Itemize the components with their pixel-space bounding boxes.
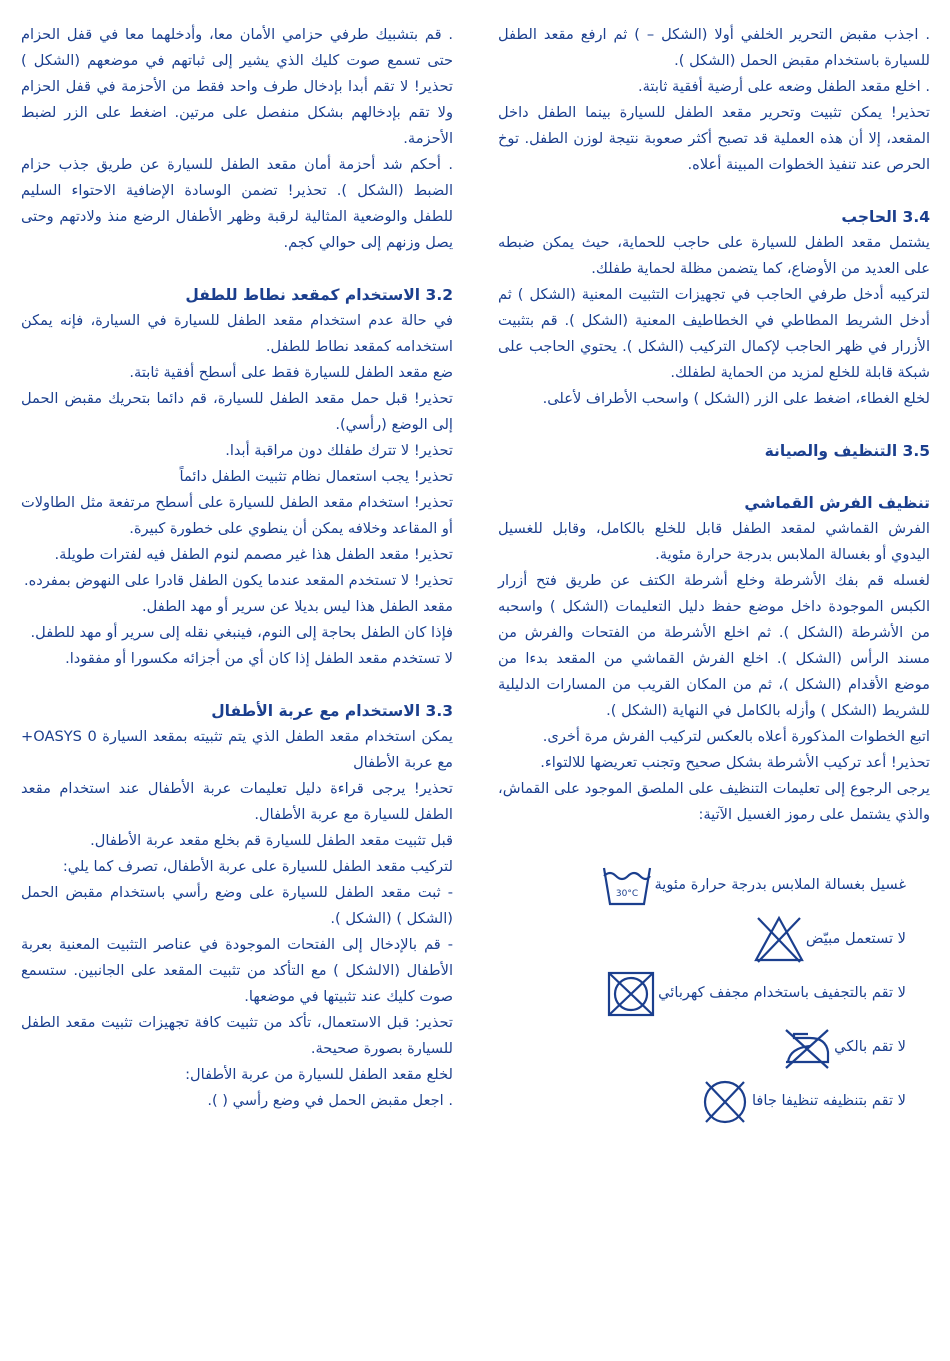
paragraph: . قم بتشبيك طرفي حزامي الأمان معا، وأدخلهما معا في قفل الحزام حتى تسمع صوت كليك الذي يشير إلى ثباتهم في موضعهم (الشكل ) تحذير! لا تقم أبدا بإدخال طرف واحد فقط من الأحزمة في قفل الحزام ولا تقم بإدخالهم بشكل منفصل على مرتين. اضغط على الزر لضبط الأحزمة. — [21, 26, 453, 147]
spacer — [21, 672, 453, 698]
paragraph: - ثبت مقعد الطفل للسيارة على وضع رأسي باستخدام مقبض الحمل (الشكل ) (الشكل ). — [21, 884, 453, 927]
paragraph: ضع مقعد الطفل للسيارة فقط على أسطح أفقية ثابتة. — [129, 364, 453, 381]
paragraph: . اجذب مقبض التحرير الخلفي أولا (الشكل – ) ثم ارفع مقعد الطفل للسيارة باستخدام مقبض الحمل (الشكل ). — [498, 26, 930, 69]
paragraph: تحذير! مقعد الطفل هذا غير مصمم لنوم الطفل فيه لفترات طويلة. — [54, 546, 453, 563]
paragraph: . اجعل مقبض الحمل في وضع رأسي ( ). — [207, 1092, 453, 1109]
no-iron-icon — [780, 1022, 834, 1072]
wash-30-icon — [600, 860, 654, 910]
no-bleach-icon — [752, 914, 806, 964]
care-symbol-label: لا تقم بالكي — [834, 1038, 906, 1055]
section-heading: 3.3 الاستخدام مع عربة الأطفال — [211, 702, 453, 720]
care-symbol-row — [498, 1020, 930, 1074]
paragraph: لخلع مقعد الطفل للسيارة من عربة الأطفال: — [185, 1066, 453, 1083]
no-tumble-dry-icon — [604, 968, 658, 1018]
care-symbol-label: لا تقم بالتجفيف باستخدام مجفف كهربائي — [658, 984, 906, 1001]
paragraph: لغسله قم بفك الأشرطة وخلع أشرطة الكتف عن طريق فتح أزرار الكبس الموجودة داخل موضع حفظ دليل التعليمات (الشكل ) واسحبه من الأشرطة (الشكل ). ثم اخلع الأشرطة من الفتحات والفرش من مسند الرأس (الشكل ). اخلع الفرش القماشي من المقعد بدءا من موضع الأقدام (الشكل )، ثم من المكان القريب من المسارات الدليلية للشريط (الشكل ) وأزله بالكامل في النهاية (الشكل ). — [498, 572, 930, 719]
care-symbols-list — [498, 858, 930, 1128]
care-symbol-row — [498, 858, 930, 912]
paragraph: الفرش القماشي لمقعد الطفل قابل للخلع بالكامل، وقابل للغسيل اليدوي أو بغسالة الملابس بدرجة حرارة مئوية. — [498, 520, 930, 563]
paragraph: فإذا كان الطفل بحاجة إلى النوم، فينبغي نقله إلى سرير أو مهد للطفل. — [30, 624, 453, 641]
care-symbol-row — [498, 912, 930, 966]
svg-text:30°C: 30°C — [616, 889, 639, 899]
paragraph: لا تستخدم مقعد الطفل إذا كان أي من أجزائه مكسورا أو مفقودا. — [65, 650, 453, 667]
paragraph: يشتمل مقعد الطفل للسيارة على حاجب للحماية، حيث يمكن ضبطه على العديد من الأوضاع، كما يتضمن مظلة لحماية طفلك. — [498, 234, 930, 277]
care-symbol-row — [498, 1074, 930, 1128]
section-heading: 3.4 الحاجب — [841, 208, 930, 226]
paragraph: تحذير! لا تستخدم المقعد عندما يكون الطفل قادرا على النهوض بمفرده. — [23, 572, 453, 589]
paragraph: لتركيب مقعد الطفل للسيارة على عربة الأطفال، تصرف كما يلي: — [62, 858, 453, 875]
left-column — [21, 22, 453, 1114]
paragraph: في حالة عدم استخدام مقعد الطفل للسيارة في السيارة، فإنه يمكن استخدامه كمقعد نطاط للطفل. — [21, 312, 453, 355]
paragraph: لخلع الغطاء، اضغط على الزر (الشكل ) واسحب الأطراف لأعلى. — [542, 390, 930, 407]
paragraph: تحذير! يمكن تثبيت وتحرير مقعد الطفل للسيارة بينما الطفل داخل المقعد، إلا أن هذه العملية قد تصبح أكثر صعوبة نتيجة لوزن الطفل. توخ الحرص عند تنفيذ الخطوات المبينة أعلاه. — [498, 104, 930, 173]
paragraph: يمكن استخدام مقعد الطفل الذي يتم تثبيته بمقعد السيارة OASYS 0+ مع عربة الأطفال — [21, 728, 453, 771]
right-column-text — [498, 22, 930, 828]
section-heading: 3.5 التنظيف والصيانة — [764, 442, 930, 460]
paragraph: تحذير! يجب استعمال نظام تثبيت الطفل دائماً — [179, 468, 453, 485]
care-symbol-label: غسيل بغسالة الملابس بدرجة حرارة مئوية — [654, 876, 906, 893]
paragraph: تحذير! يرجى قراءة دليل تعليمات عربة الأطفال عند استخدام مقعد الطفل للسيارة مع عربة الأطفال. — [21, 780, 453, 823]
paragraph: - قم بالإدخال إلى الفتحات الموجودة في عناصر التثبيت المعنية بعربة الأطفال (الالشكل ) مع التأكد من تثبيت المقعد على الجانبين. ستسمع صوت كليك عند تثبيتها في موضعها. — [21, 936, 453, 1005]
paragraph: . اخلع مقعد الطفل وضعه على أرضية أفقية ثابتة. — [637, 78, 930, 95]
right-column — [498, 22, 930, 1128]
paragraph: يرجى الرجوع إلى تعليمات التنظيف على الملصق الموجود على القماش، والذي يشتمل على رموز الغسيل الآتية: — [498, 780, 930, 823]
paragraph: تحذير! لا تترك طفلك دون مراقبة أبدا. — [225, 442, 453, 459]
paragraph: . أحكم شد أحزمة أمان مقعد الطفل للسيارة عن طريق جذب حزام الضبط (الشكل ). تحذير! تضمن الوسادة الإضافية الاحتواء السليم للطفل والوضعية المثالية لرقبة وظهر الأطفال الرضع منذ ولادتهم وحتى يصل وزنهم إلى حوالي كجم. — [21, 156, 453, 251]
paragraph: تحذير! أعد تركيب الأشرطة بشكل صحيح وتجنب تعريضها للالتواء. — [540, 754, 930, 771]
paragraph: اتبع الخطوات المذكورة أعلاه بالعكس لتركيب الفرش مرة أخرى. — [542, 728, 930, 745]
no-dry-clean-icon — [698, 1076, 752, 1126]
care-symbol-label: لا تقم بتنظيفه تنظيفا جافا — [751, 1092, 906, 1109]
section-heading: تنظيف الفرش القماشي — [744, 494, 930, 512]
paragraph: تحذير! استخدام مقعد الطفل للسيارة على أسطح مرتفعة مثل الطاولات أو المقاعد وخلافه يمكن أن ينطوي على خطورة كبيرة. — [21, 494, 453, 537]
spacer — [498, 178, 930, 204]
paragraph: لتركيبه أدخل طرفي الحاجب في تجهيزات التثبيت المعنية (الشكل ) ثم أدخل الشريط المطاطي في الخطاطيف المعنية (الشكل ). قم بتثبيت الأزرار في ظهر الحاجب لإكمال التركيب (الشكل ). يحتوي الحاجب على شبكة قابلة للخلع لمزيد من الحماية لطفلك. — [498, 286, 930, 381]
spacer — [498, 412, 930, 438]
paragraph: تحذير! قبل حمل مقعد الطفل للسيارة، قم دائما بتحريك مقبض الحمل إلى الوضع (رأسي). — [21, 390, 453, 433]
care-symbol-label: لا تستعمل مبيّض — [805, 930, 906, 947]
paragraph: مقعد الطفل هذا ليس بديلا عن سرير أو مهد الطفل. — [142, 598, 453, 615]
spacer — [21, 256, 453, 282]
left-column-text — [21, 22, 453, 1114]
section-heading: 3.2 الاستخدام كمقعد نطاط للطفل — [185, 286, 453, 304]
paragraph: قبل تثبيت مقعد الطفل للسيارة قم بخلع مقعد عربة الأطفال. — [90, 832, 453, 849]
paragraph: تحذير: قبل الاستعمال، تأكد من تثبيت كافة تجهيزات تثبيت مقعد الطفل للسيارة بصورة صحيحة. — [21, 1014, 453, 1057]
spacer — [498, 464, 930, 490]
care-symbol-row — [498, 966, 930, 1020]
